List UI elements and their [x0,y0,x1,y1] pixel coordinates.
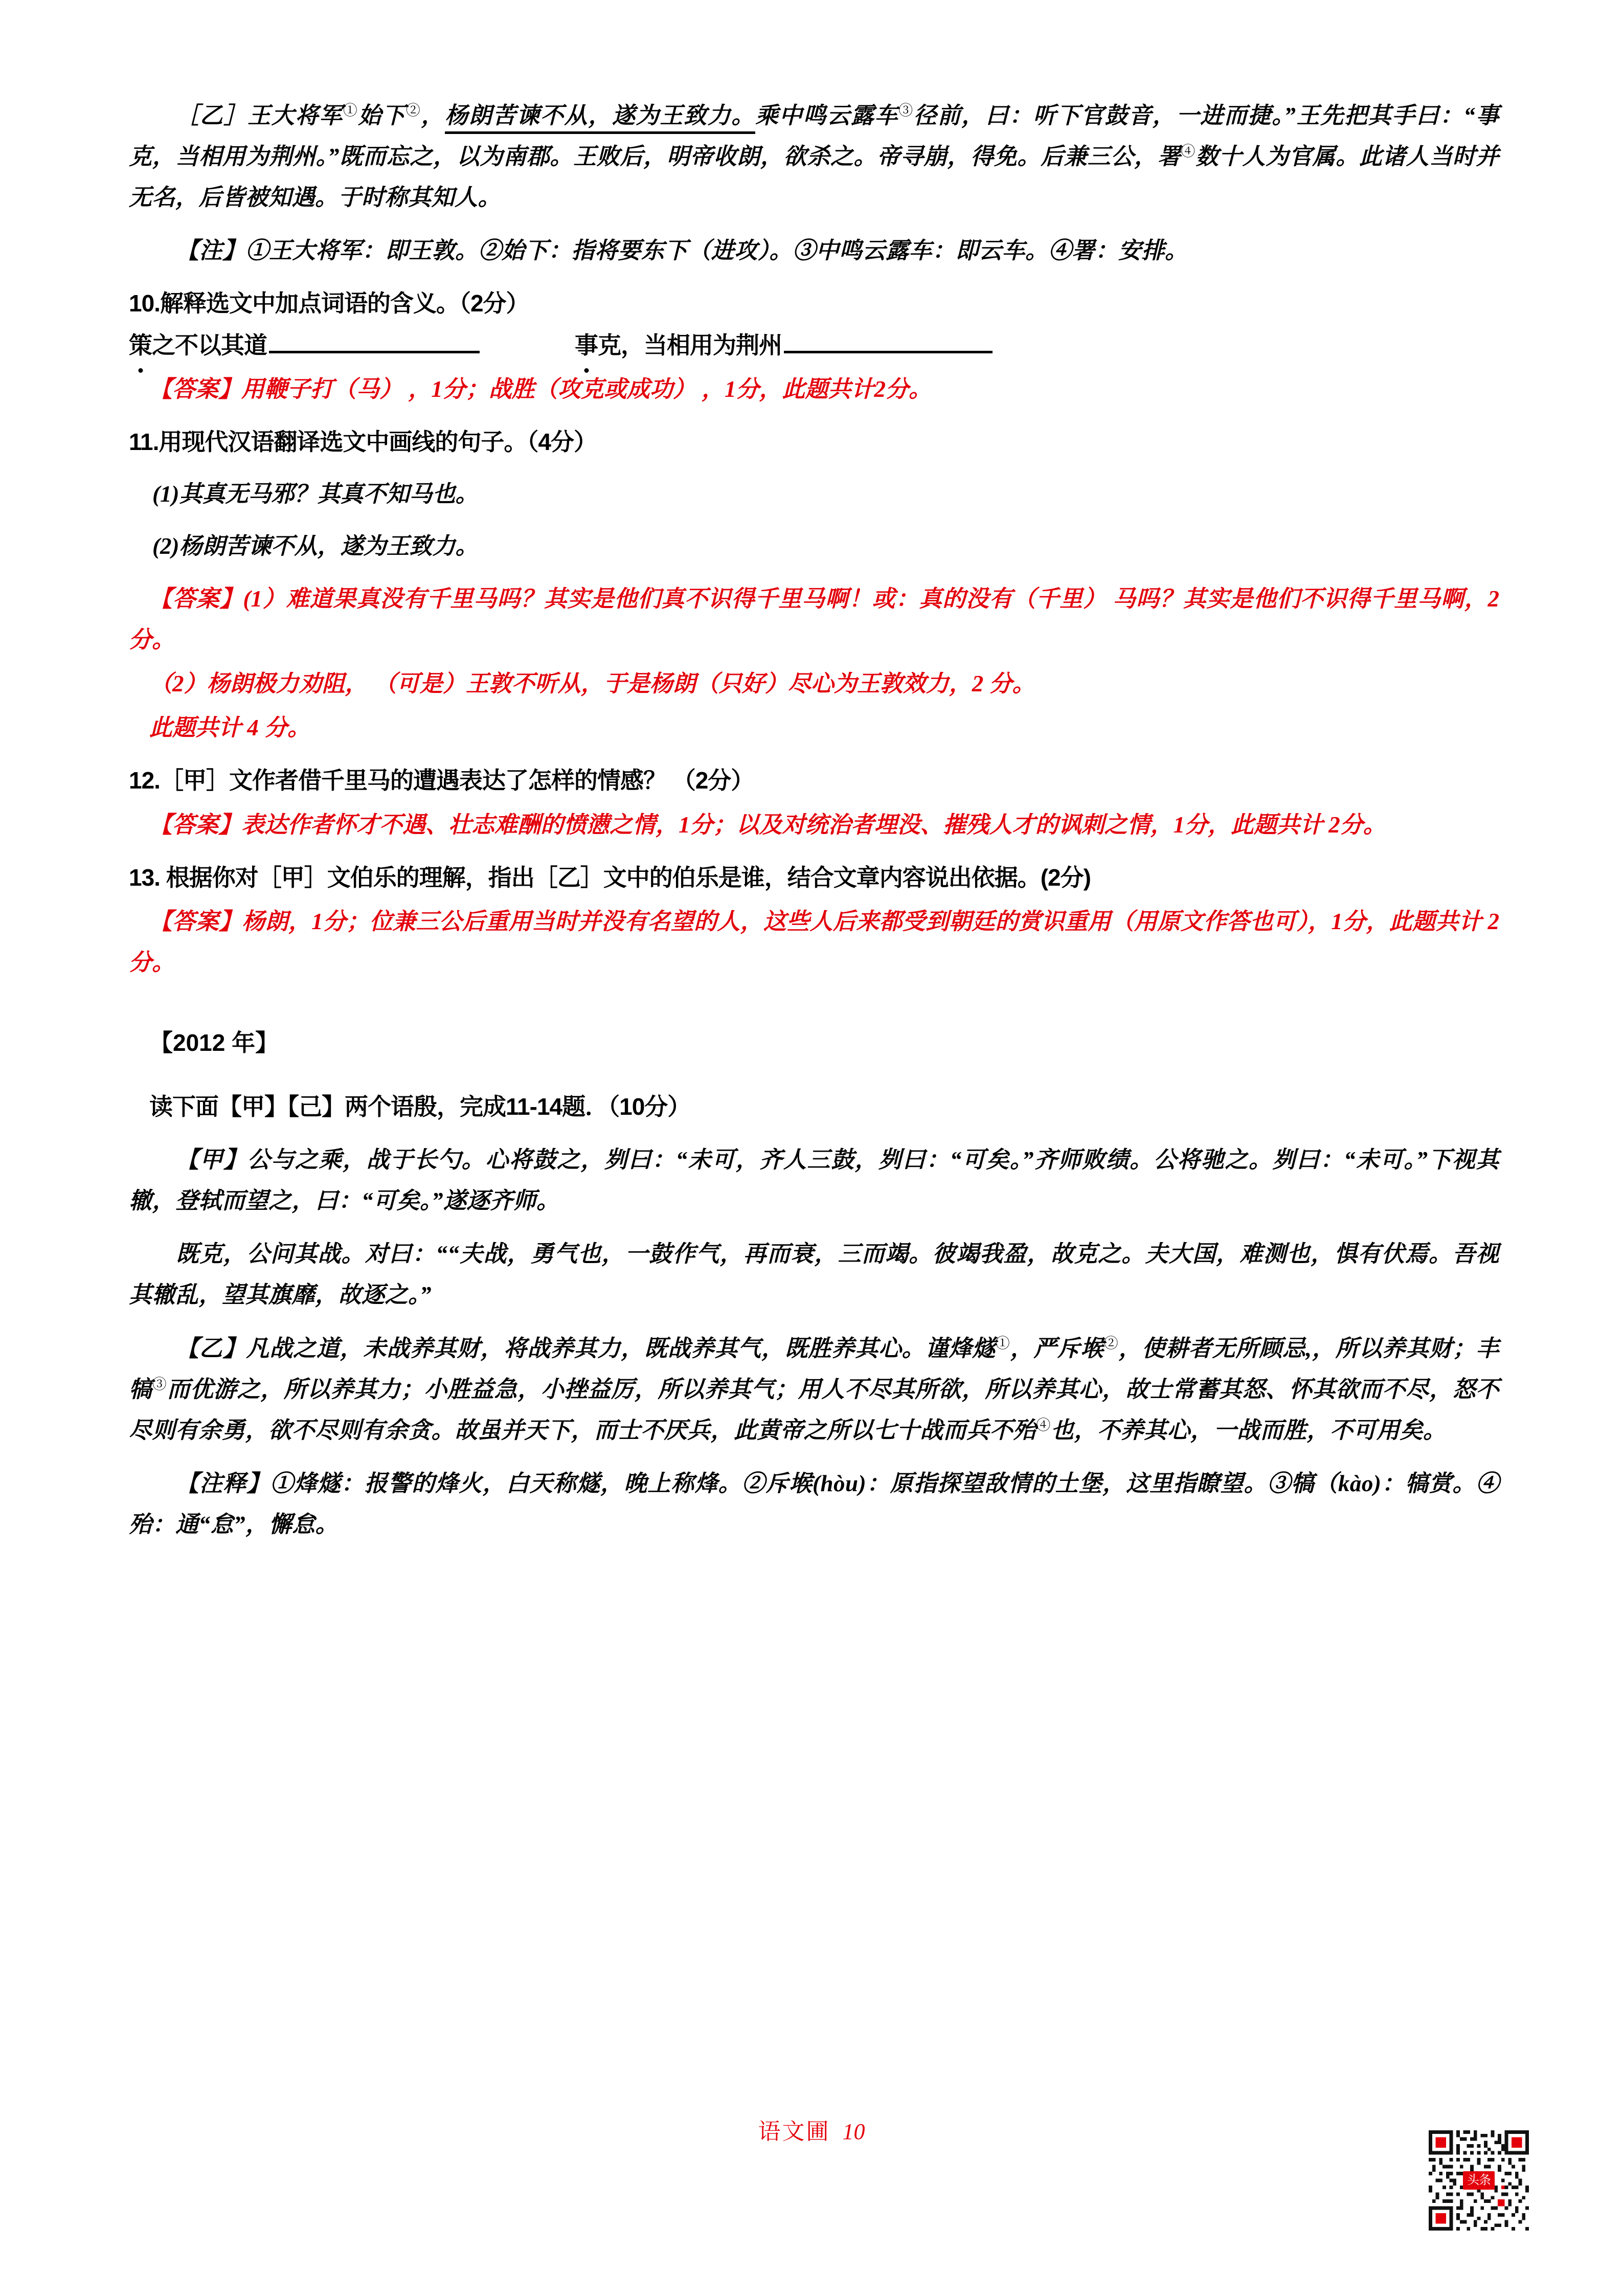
passage-a-2012-label: 【甲】 [176,1147,247,1173]
spacer [129,1224,1499,1233]
question-11-answer-line-3: 此题共计 4 分。 [149,715,311,741]
footnote-marker-1: ① [995,1335,1010,1352]
qr-code[interactable] [1429,2130,1529,2231]
footnote-marker-3: ③ [152,1376,167,1392]
spacer [129,465,1499,475]
emphasis-dot-char-2: 事 [575,327,598,365]
question-10-term-2 [575,327,993,365]
answer-blank-1[interactable] [269,350,480,353]
passage-b-2012-mid-3: 而优游之，所以养其力；小胜益急，小挫益厉，所以养其气；用人不尽其所欲，所以养其心，故士常蓄其怒、怀其欲而不尽，怒不尽则有余勇，欲不尽则有余贪。故虽并天下，而士不厌兵，此黄帝之所以七十战而兵不殆 [129,1376,1499,1443]
answer-text: 表达作者怀才不遇、壮志难酬的愤懑之情，1分；以及对统治者埋没、摧残人才的讽刺之情，1分，此题共计 2分。 [241,812,1386,838]
answer-text: (1）难道果真没有千里马吗？其实是他们真不识得千里马啊！或：真的没有（千里） 马吗？其实是他们不识得千里马啊，2分。 [129,586,1499,653]
passage-b-2011 [129,95,1499,218]
spacer [129,221,1499,230]
passage-b-2011-post: 乘中鸣云露车 [755,103,899,128]
passage-a-2012-para-2: 既克，公问其战。对曰：““夫战，勇气也，一鼓作气，再而衰，三而竭。彼竭我盈，故克之。夫大国，难测也，惧有伏焉。吾视其辙乱，望其旗靡，故逐之。” [129,1241,1499,1308]
notes-2011 [129,230,1499,271]
passage-b-2012 [129,1328,1499,1451]
question-10-blank-row [129,327,1499,365]
question-10-term-2-rest: 克，当相用为荆州 [598,332,782,359]
qr-center-logo: 头条 [1463,2171,1495,2190]
footnote-marker-1: ① [343,103,358,119]
footnote-marker-4: ④ [1181,144,1196,160]
spacer [129,848,1499,858]
question-11-heading: 11.用现代汉语翻译选文中画线的句子。（4分） [129,429,597,456]
instruction-2012: 读下面【甲】【己】两个语殷，完成11-14题．（10分） [149,1093,691,1120]
question-10-heading: 10.解释选文中加点词语的含义。（2分） [129,290,529,317]
passage-b-2012-mid-1: ，严斥堠 [1010,1335,1104,1361]
question-11-item-2: (2)杨朗苦谏不从，遂为王致力。 [152,533,479,559]
question-11-item-1: (1)其真无马邪？其真不知马也。 [152,481,479,507]
question-13-answer [129,901,1499,983]
footnote-marker-2: ② [405,103,421,119]
spacer [129,751,1499,760]
answer-label: 【答案】 [149,812,242,838]
page-footer [0,2113,1623,2146]
passage-a-2012-para-1 [129,1139,1499,1221]
spacer [129,274,1499,283]
passage-b-2012-end: 也，不养其心，一战而胜，不可用矣。 [1050,1417,1447,1443]
spacer [129,517,1499,527]
passage-a-2012-text-1: 公与之乘，战于长勺。心将鼓之，刿曰：“未可，齐人三鼓，刿曰：“可矣。”齐师败绩。公将驰之。刿曰：“未可。”下视其辙，登轼而望之，曰：“可矣。”遂逐齐师。 [129,1147,1499,1214]
question-11-answer-line-2: （2）杨朗极力劝阻， （可是）王敦不听从，于是杨朗（只好）尽心为王敦效力，2 分。 [149,671,1035,697]
passage-b-2011-pre: ［乙］王大将军 [176,103,343,128]
page-number: 10 [842,2119,865,2144]
year-heading-2012: 【2012 年】 [149,1029,279,1056]
notes-2012-text: ①烽燧：报警的烽火，白天称燧，晚上称烽。②斥堠(hòu)：原指探望敌情的土堡，这里指瞭望。③犒（kào)：犒赏。④殆：通“怠”，懈怠。 [129,1470,1499,1537]
spacer [129,413,1499,422]
question-11-answer-line-1 [129,578,1499,660]
answer-label: 【答案】 [149,586,243,612]
passage-b-2011-end: 数十人为官属。此诸人当时并无名，后皆被知遇。于时称其知人。 [129,144,1499,211]
question-10-term-1 [129,327,480,365]
notes-2011-text: ①王大将军：即王敦。②始下：指将要东下（进攻）。③中鸣云露车：即云车。④署：安排。 [245,238,1188,264]
passage-b-2011-tail: 径前，曰：听下官鼓音，一进而捷。”王先把其手曰：“事克，当相用为荆州。”既而忘之，以为南郡。王败后，明帝收朗，欲杀之。帝寻崩，得免。后兼三公，署 [129,103,1499,170]
spacer [129,1319,1499,1328]
brand-label: 语文圃 [758,2119,830,2144]
notes-2012-label: 【注释】 [176,1470,270,1496]
footnote-marker-2: ② [1103,1335,1119,1352]
question-12-heading: 12.［甲］文作者借千里马的遭遇表达了怎样的情感？ （2分） [129,767,754,794]
question-13-heading: 13. 根据你对［甲］文伯乐的理解，指出［乙］文中的伯乐是谁，结合文章内容说出依据。(2分) [129,864,1091,891]
emphasis-dot-char-1: 策 [129,327,152,365]
spacer [129,569,1499,578]
spacer [129,1130,1499,1139]
answer-text: 杨朗，1分；位兼三公后重用当时并没有名望的人，这些人后来都受到朝廷的赏识重用（用原文作答也可），1分，此题共计 2分。 [129,908,1499,975]
footnote-marker-4: ④ [1036,1417,1051,1433]
spacer [129,986,1499,1023]
answer-blank-2[interactable] [784,350,993,353]
passage-b-2011-underlined-sentence: 杨朗苦谏不从，遂为王致力。 [445,103,755,134]
passage-b-2012-mid-2: ，使耕者无所顾忌,，所以养其财；丰犒 [129,1335,1499,1402]
passage-b-2012-label: 【乙】 [176,1335,246,1361]
passage-b-2012-pre: 凡战之道，未战养其财，将战养其力，既战养其气，既胜养其心。谨烽燧 [246,1335,996,1361]
passage-b-2011-comma: ， [421,103,445,128]
answer-label: 【答案】 [149,376,242,402]
footnote-marker-3: ③ [898,103,914,119]
question-10-term-1-rest: 之不以其道 [152,332,267,359]
page-content [129,95,1499,1548]
answer-label: 【答案】 [149,908,242,934]
answer-text: 用鞭子打（马） ，1分；战胜（攻克或成功） ，1分，此题共计2分。 [241,376,932,402]
spacer [129,1454,1499,1463]
passage-b-2011-mid: 始下 [358,103,406,128]
spacer [129,1063,1499,1087]
notes-2012 [129,1463,1499,1545]
question-10-answer [129,369,1499,410]
notes-2011-label: 【注】 [176,238,246,264]
question-12-answer [129,804,1499,845]
